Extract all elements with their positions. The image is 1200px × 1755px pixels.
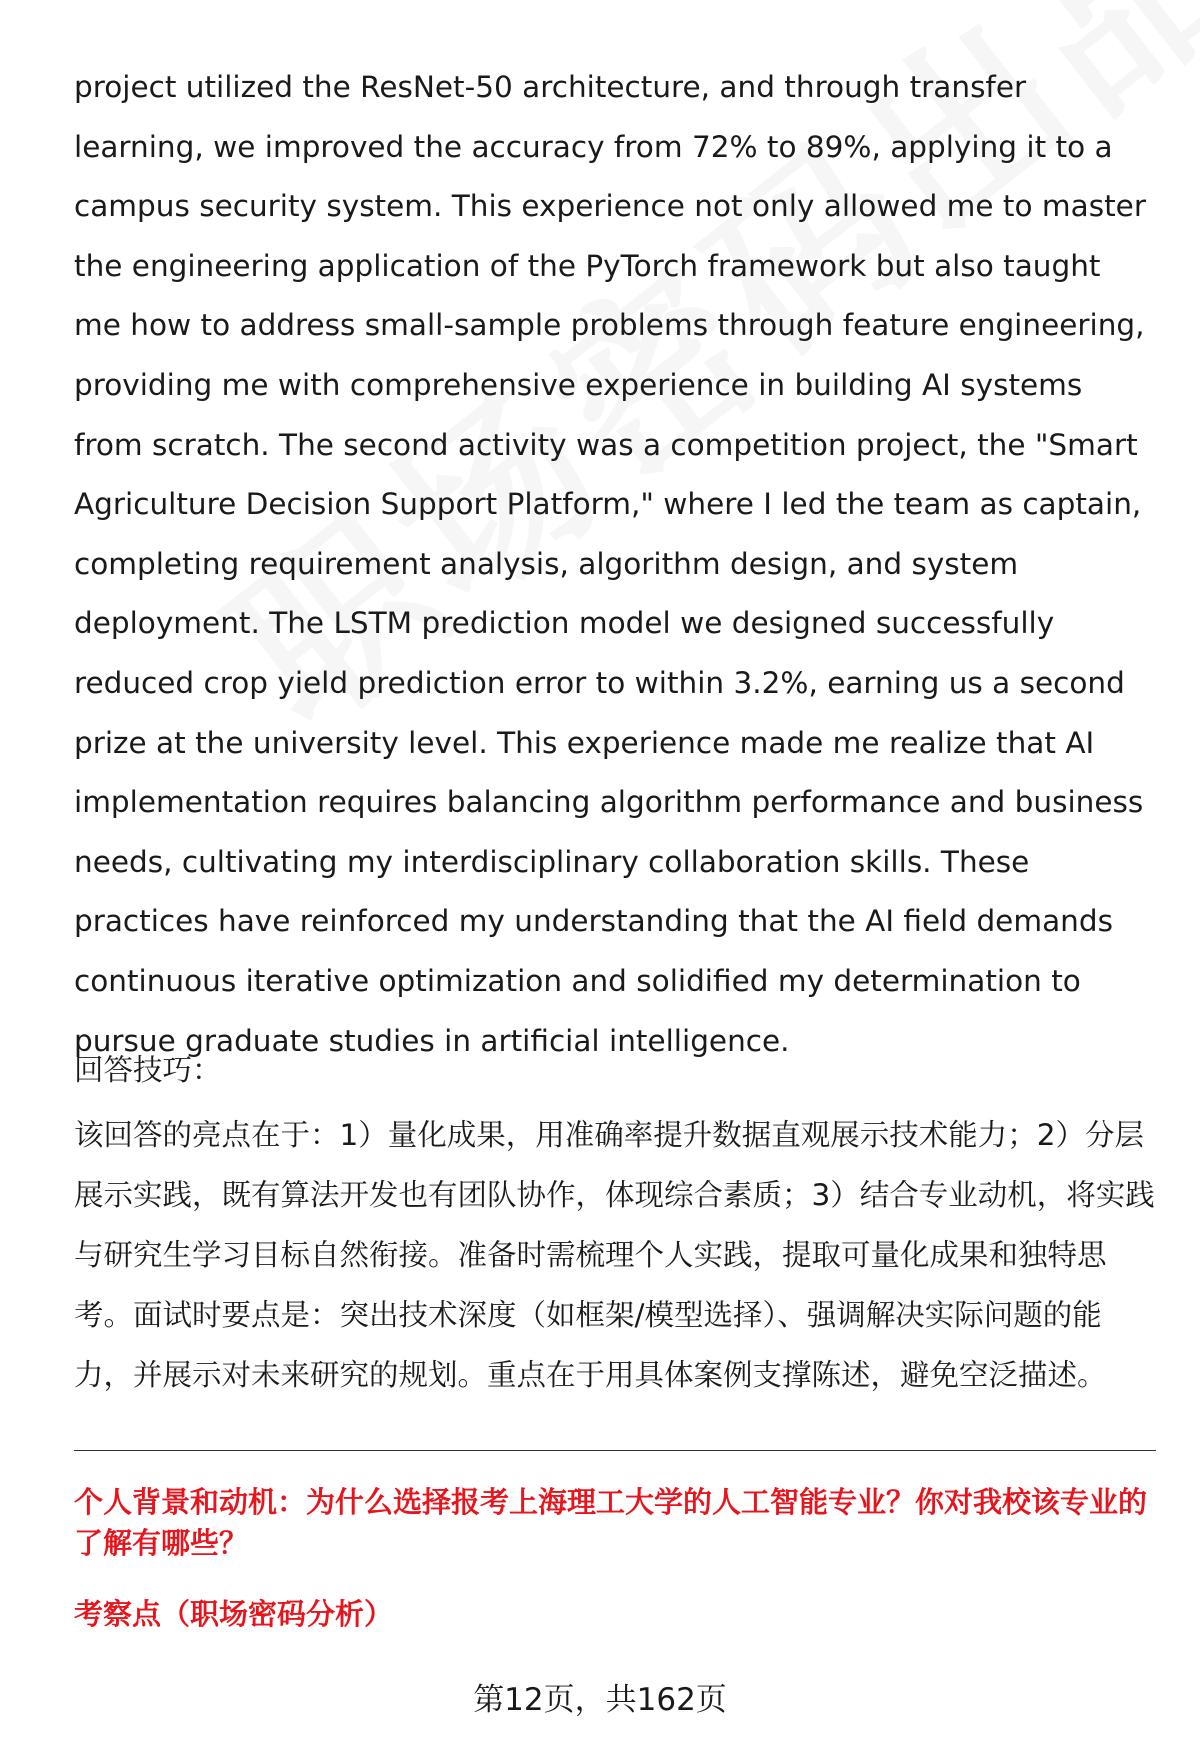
question-heading: 个人背景和动机：为什么选择报考上海理工大学的人工智能专业？你对我校该专业的了解有哪些？ (74, 1485, 1148, 1560)
tips-heading: 回答技巧： (74, 1053, 222, 1087)
tips-paragraph: 该回答的亮点在于：1）量化成果，用准确率提升数据直观展示技术能力；2）分层展示实践，既有算法开发也有团队协作，体现综合素质；3）结合专业动机，将实践与研究生学习目标自然衔接。准备时需梳理个人实践，提取可量化成果和独特思考。面试时要点是：突出技术深度（如框架/模型选择）、强调解决实际问题的能力，并展示对未来研究的规划。重点在于用具体案例支撑陈述，避免空泛描述。 (74, 1118, 1155, 1392)
answer-paragraph: project utilized the ResNet-50 architecture, and through transfer learning, we improved the accuracy from 72% to 89%, applying it to a campus security system. This experience not only allowed me to master the engineering application of the PyTorch framework but also taught me how to address small-sample problems through feature engineering, providing me with comprehensive experience in building AI systems from scratch. The second activity was a competition project, the "Smart Agriculture Decision Support Platform," where I led the team as captain, completing requirement analysis, algorithm design, and system deployment. The LSTM prediction model we designed successfully reduced crop yield prediction error to within 3.2%, earning us a second prize at the university level. This experience made me realize that AI implementation requires balancing algorithm performance and business needs, cultivating my interdisciplinary collaboration skills. These practices have reinforced my understanding that the AI field demands continuous iterative optimization and solidified my determination to pursue graduate studies in artificial intelligence. (74, 70, 1146, 1058)
page-number: 第12页，共162页 (473, 1682, 727, 1718)
section-divider (74, 1450, 1156, 1451)
exam-point-heading: 考察点（职场密码分析） (74, 1597, 394, 1631)
